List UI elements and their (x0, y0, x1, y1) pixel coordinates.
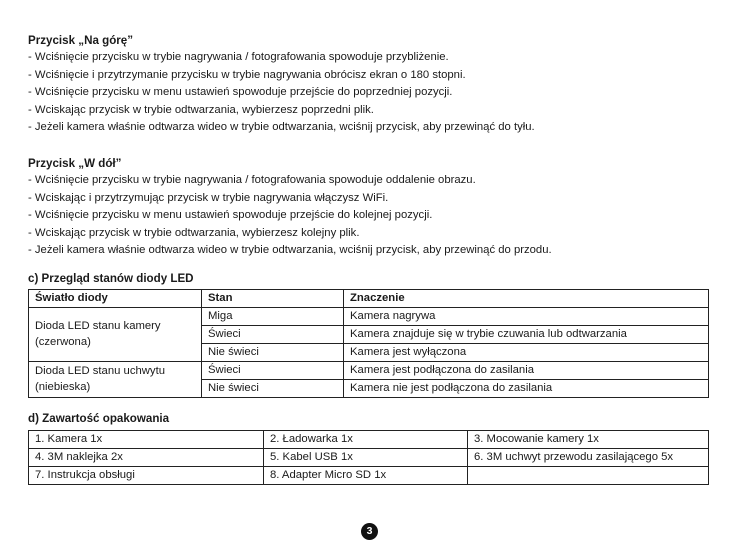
down-line-4: - Wciskając przycisk w trybie odtwarzania, wybierzesz kolejny plik. (28, 226, 360, 239)
led-state-cell: Nie świeci (202, 379, 344, 397)
up-line-1: - Wciśnięcie przycisku w trybie nagrywania / fotografowania spowoduje przybliżenie. (28, 51, 449, 63)
up-line-4: - Wciskając przycisk w trybie odtwarzania, wybierzesz poprzedni plik. (28, 103, 374, 116)
led-state-cell: Nie świeci (202, 343, 344, 361)
table-row (29, 307, 709, 325)
package-item: 2. Ładowarka 1x (264, 430, 468, 448)
package-item: 7. Instrukcja obsługi (29, 466, 264, 484)
led-table-header-row (29, 289, 709, 307)
led-header-state: Stan (202, 289, 344, 307)
up-line-3: - Wciśnięcie przycisku w menu ustawień spowoduje przejście do poprzedniej pozycji. (28, 86, 453, 99)
led-camera-name: Dioda LED stanu kamery (czerwona) (29, 307, 202, 361)
led-status-table (28, 289, 709, 398)
down-line-2: - Wciskając i przytrzymując przycisk w trybie nagrywania włączysz WiFi. (28, 191, 389, 204)
led-meaning-cell: Kamera jest podłączona do zasilania (344, 361, 709, 379)
led-state-cell: Miga (202, 307, 344, 325)
down-button-heading: Przycisk „W dół” (28, 156, 122, 170)
led-section-title: c) Przegląd stanów diody LED (28, 271, 194, 285)
down-line-1: - Wciśnięcie przycisku w trybie nagrywania / fotografowania spowoduje oddalenie obrazu. (28, 173, 476, 186)
up-button-heading: Przycisk „Na górę” (28, 34, 134, 47)
package-contents-table (28, 430, 709, 485)
up-line-2: - Wciśnięcie i przytrzymanie przycisku w trybie nagrywania obrócisz ekran o 180 stopni. (28, 68, 466, 81)
package-section-title: d) Zawartość opakowania (28, 411, 170, 425)
led-meaning-cell: Kamera znajduje się w trybie czuwania lub odtwarzania (344, 325, 709, 343)
led-header-light: Światło diody (29, 289, 202, 307)
down-line-3: - Wciśnięcie przycisku w menu ustawień spowoduje przejście do kolejnej pozycji. (28, 209, 433, 222)
led-state-cell: Świeci (202, 325, 344, 343)
package-item: 5. Kabel USB 1x (264, 448, 468, 466)
led-holder-name: Dioda LED stanu uchwytu (niebieska) (29, 361, 202, 397)
led-state-cell: Świeci (202, 361, 344, 379)
up-line-5: - Jeżeli kamera właśnie odtwarza wideo w trybie odtwarzania, wciśnij przycisk, aby przewinąć do tyłu. (28, 121, 535, 134)
package-item: 4. 3M naklejka 2x (29, 448, 264, 466)
led-meaning-cell: Kamera nie jest podłączona do zasilania (344, 379, 709, 397)
table-row (29, 448, 709, 466)
package-item: 8. Adapter Micro SD 1x (264, 466, 468, 484)
down-line-5: - Jeżeli kamera właśnie odtwarza wideo w trybie odtwarzania, wciśnij przycisk, aby przewinąć do przodu. (28, 244, 552, 257)
table-row (29, 466, 709, 484)
table-row (29, 361, 709, 379)
table-row (29, 430, 709, 448)
led-meaning-cell: Kamera nagrywa (344, 307, 709, 325)
package-item: 6. 3M uchwyt przewodu zasilającego 5x (468, 448, 709, 466)
led-meaning-cell: Kamera jest wyłączona (344, 343, 709, 361)
package-item-empty (468, 466, 709, 484)
led-header-meaning: Znaczenie (344, 289, 709, 307)
package-item: 3. Mocowanie kamery 1x (468, 430, 709, 448)
manual-page (28, 32, 710, 485)
package-item: 1. Kamera 1x (29, 430, 264, 448)
page-number-badge: 3 (361, 523, 378, 540)
